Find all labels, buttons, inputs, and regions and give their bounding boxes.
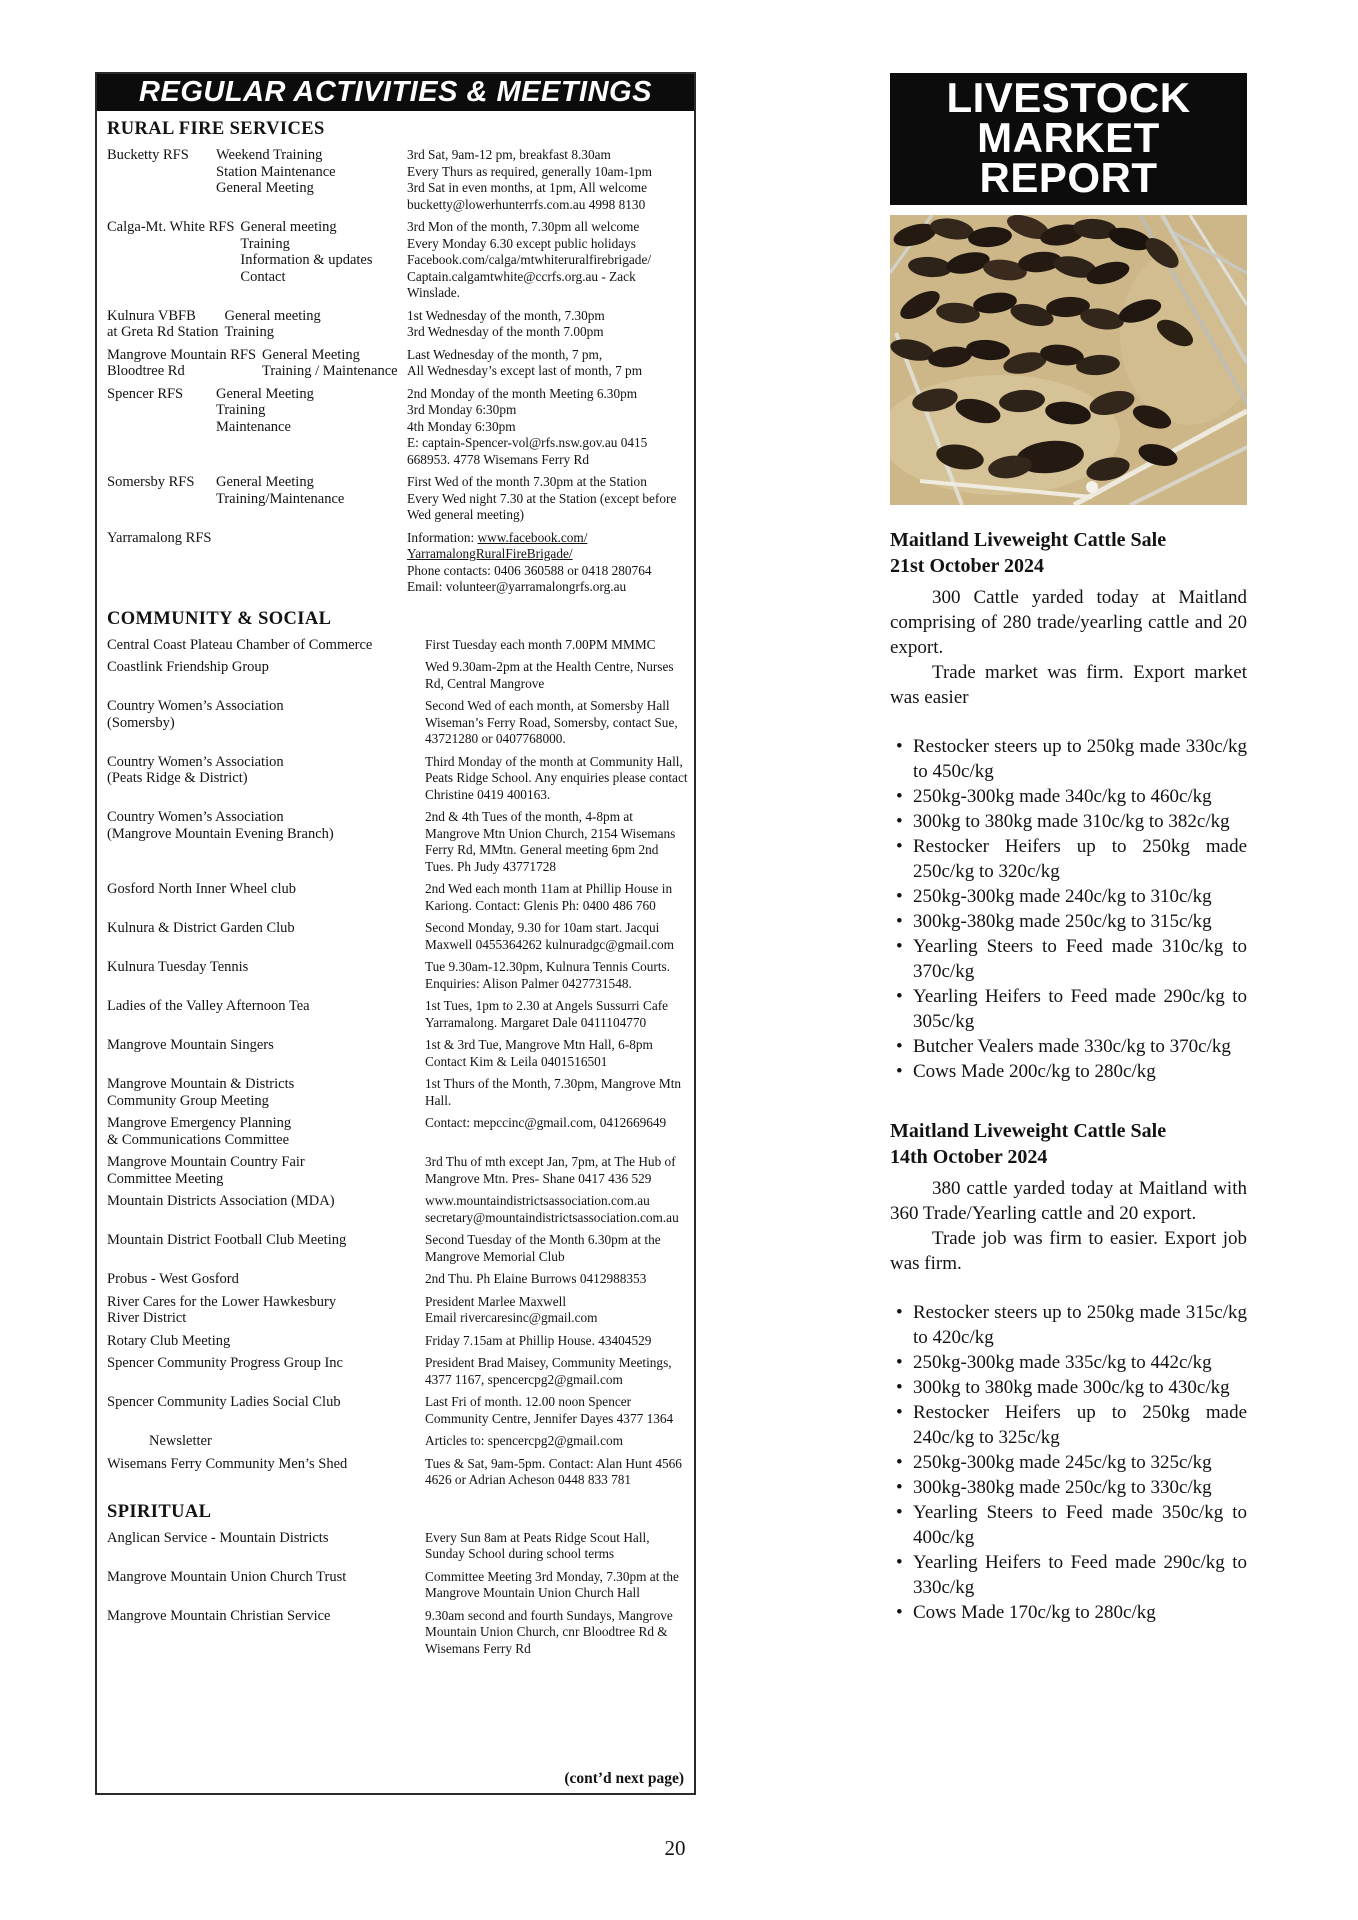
- entry-left-cell: [107, 347, 407, 380]
- entry-row: [107, 1232, 688, 1265]
- entry-left-cell: [107, 1037, 425, 1054]
- entry-name: [107, 1193, 335, 1210]
- entry-details: [425, 1115, 688, 1132]
- entry-left-cell: [107, 881, 425, 898]
- entry-name-line: Bloodtree Rd: [107, 363, 185, 379]
- entry-details: [425, 1355, 688, 1388]
- entry-name-line: Ladies of the Valley Afternoon Tea: [107, 998, 310, 1014]
- entry-name-line: Yarramalong RFS: [107, 529, 212, 546]
- entry-row: [107, 386, 688, 469]
- entry-name: [107, 809, 334, 842]
- entry-detail-line: 3rd Thu of mth except Jan, 7pm, at The Hub of Mangrove Mtn. Pres- Shane 0417 436 529: [425, 1154, 676, 1186]
- price-bullet: • 250kg-300kg made 240c/kg to 310c/kg: [890, 884, 1247, 909]
- entry-name-line: Mountain District Football Club Meeting: [107, 1232, 347, 1248]
- entry-detail-line: 1st Tues, 1pm to 2.30 at Angels Sussurri Cafe Yarramalong. Margaret Dale 0411104770: [425, 998, 669, 1030]
- entry-details: [425, 1530, 688, 1563]
- entry-details: [425, 1569, 688, 1602]
- entry-left-cell: [107, 1433, 425, 1450]
- entry-row: [107, 1193, 688, 1226]
- report-paragraph: Trade market was firm. Export market was easier: [890, 662, 1247, 708]
- entry-name-line: Rotary Club Meeting: [107, 1332, 231, 1349]
- entry-activities: [240, 219, 407, 285]
- price-bullet: • Yearling Heifers to Feed made 290c/kg to 305c/kg: [890, 984, 1247, 1034]
- entry-activity-line: General meeting: [240, 219, 337, 235]
- report-title-line1: Maitland Liveweight Cattle Sale: [890, 529, 1167, 551]
- entry-left-cell: [107, 1355, 425, 1372]
- price-bullet: • Restocker Heifers up to 250kg made 250c/kg to 320c/kg: [890, 834, 1247, 884]
- entry-left-cell: [107, 698, 425, 731]
- price-bullet: • Restocker Heifers up to 250kg made 240c/kg to 325c/kg: [890, 1400, 1247, 1450]
- entry-detail-line: Tues & Sat, 9am-5pm. Contact: Alan Hunt 4566 4626 or Adrian Acheson 0448 833 781: [425, 1455, 682, 1487]
- entry-name: [107, 998, 310, 1015]
- link-text: www.facebook.com/: [477, 529, 588, 545]
- entry-activity-line: General Meeting: [216, 180, 314, 196]
- entry-name-line: Bucketty RFS: [107, 147, 189, 163]
- entry-activity-line: Training/Maintenance: [216, 490, 345, 507]
- entry-left-cell: [107, 959, 425, 976]
- entry-name: [107, 659, 269, 676]
- price-bullet: • 300kg-380kg made 250c/kg to 330c/kg: [890, 1475, 1247, 1500]
- entry-activity-line: Training: [224, 324, 274, 340]
- entry-detail-line: First Wed of the month 7.30pm at the Station: [407, 474, 647, 489]
- entry-detail-line: First Tuesday each month 7.00PM MMMC: [425, 636, 656, 652]
- entry-details: [425, 1433, 688, 1450]
- livestock-title-line2: MARKET REPORT: [977, 114, 1160, 201]
- entry-detail-line: 9.30am second and fourth Sundays, Mangrove Mountain Union Church, cnr Bloodtree Rd & Wisemans Ferry Rd: [425, 1607, 673, 1656]
- entry-name-line: Mangrove Emergency Planning: [107, 1115, 292, 1131]
- section-heading: SPIRITUAL: [107, 1501, 212, 1522]
- entry-row: [107, 920, 688, 953]
- report-title-line1: Maitland Liveweight Cattle Sale: [890, 1120, 1167, 1142]
- entry-left-cell: [107, 1530, 425, 1547]
- entry-name-line: Mangrove Mountain Country Fair: [107, 1154, 305, 1170]
- entry-name-line: Gosford North Inner Wheel club: [107, 881, 296, 897]
- entry-detail-line: 3rd Sat in even months, at 1pm, All welcome: [407, 180, 648, 195]
- report-paragraph: Trade job was firm to easier. Export job was firm.: [890, 1228, 1247, 1274]
- entry-name-line: Committee Meeting: [107, 1170, 224, 1187]
- entry-row: [107, 754, 688, 804]
- entry-row: [107, 1333, 688, 1350]
- entry-details: [425, 1037, 688, 1070]
- section-heading: COMMUNITY & SOCIAL: [107, 608, 332, 629]
- report-title-line2: 21st October 2024: [890, 555, 1045, 577]
- entry-detail-line: www.mountaindistrictsassociation.com.au: [425, 1193, 650, 1208]
- entry-detail-line: 2nd Monday of the month Meeting 6.30pm: [407, 385, 638, 401]
- entry-activity-line: Newsletter: [149, 1433, 212, 1449]
- entry-left-cell: [107, 998, 425, 1015]
- entry-name-line: Somersby RFS: [107, 474, 195, 490]
- entry-left-cell: [107, 1193, 425, 1210]
- entry-row: [107, 308, 688, 341]
- entry-detail-line: secretary@mountaindistrictsassociation.com.au: [425, 1209, 679, 1225]
- entry-left-cell: [107, 1076, 425, 1109]
- entry-name-line: Country Women’s Association: [107, 698, 284, 714]
- entry-name-line: Mangrove Mountain & Districts: [107, 1076, 295, 1092]
- entry-name-line: Mangrove Mountain Singers: [107, 1037, 274, 1053]
- report-title: [890, 1118, 1247, 1170]
- entry-detail-line: Wed 9.30am-2pm at the Health Centre, Nurses Rd, Central Mangrove: [425, 659, 674, 691]
- entry-details: [425, 998, 688, 1031]
- entry-detail-line: Second Tuesday of the Month 6.30pm at the Mangrove Memorial Club: [425, 1232, 661, 1264]
- entry-name-line: Calga-Mt. White RFS: [107, 219, 235, 235]
- entry-name-line: Country Women’s Association: [107, 753, 284, 770]
- entry-left-cell: [107, 1271, 425, 1288]
- entry-activity-line: Weekend Training: [216, 147, 323, 163]
- entry-details: [425, 1456, 688, 1489]
- entry-name: [107, 308, 225, 341]
- entry-left-cell: [107, 219, 407, 285]
- entry-name-line: (Mangrove Mountain Evening Branch): [107, 825, 334, 842]
- entry-name: [107, 1232, 346, 1249]
- entry-left-cell: [107, 659, 425, 676]
- entry-detail-line: 3rd Wednesday of the month 7.00pm: [407, 324, 604, 339]
- entry-detail-line: E: captain-Spencer-vol@rfs.nsw.gov.au 0415 668953. 4778 Wisemans Ferry Rd: [407, 435, 648, 467]
- price-bullet: • 300kg to 380kg made 310c/kg to 382c/kg: [890, 809, 1247, 834]
- entry-detail-line: Tue 9.30am-12.30pm, Kulnura Tennis Courts. Enquiries: Alison Palmer 0427731548.: [425, 959, 671, 991]
- entry-details: [425, 920, 688, 953]
- entry-detail-line: Email: volunteer@yarramalongrfs.org.au: [407, 579, 627, 594]
- entry-left-cell: [107, 1608, 425, 1625]
- entry-name-line: Spencer RFS: [107, 385, 184, 402]
- entry-row: [107, 219, 688, 302]
- entry-row: [107, 637, 688, 654]
- entry-details: [407, 386, 690, 469]
- entry-row: [107, 1608, 688, 1658]
- entry-details: [425, 1333, 688, 1350]
- entry-activity-line: Training: [240, 235, 290, 252]
- entry-name: [107, 1530, 328, 1547]
- entry-details: [425, 637, 688, 654]
- section-heading: RURAL FIRE SERVICES: [107, 119, 325, 139]
- entry-details: [407, 474, 690, 524]
- market-report: [890, 527, 1247, 1084]
- entry-activity-line: General Meeting: [216, 474, 314, 490]
- entry-name: [107, 386, 216, 403]
- entry-detail-line: 2nd & 4th Tues of the month, 4-8pm at Mangrove Mtn Union Church, 2154 Wisemans Ferry Rd, MMtn. General meeting 6pm 2nd Tues. Ph Judy 43771728: [425, 809, 676, 874]
- price-bullet: • Cows Made 170c/kg to 280c/kg: [890, 1600, 1247, 1625]
- entry-detail-line: Friday 7.15am at Phillip House. 43404529: [425, 1332, 652, 1348]
- entry-name-line: Country Women’s Association: [107, 809, 284, 825]
- entry-details: [425, 1394, 688, 1427]
- entry-name-line: Mangrove Mountain Christian Service: [107, 1607, 331, 1624]
- entry-row: [107, 1394, 688, 1427]
- entry-activity-line: Training: [216, 402, 266, 418]
- entry-details: [425, 754, 688, 804]
- entry-name: [107, 530, 217, 547]
- report-bullet-list: [890, 1300, 1247, 1625]
- entry-name-line: Kulnura VBFB: [107, 307, 196, 324]
- page-number: 20: [664, 1836, 686, 1860]
- entry-details: [425, 1294, 688, 1327]
- entry-row: [107, 1456, 688, 1489]
- cattle-photo: [890, 215, 1247, 505]
- entry-detail-line: Last Fri of month. 12.00 noon Spencer Community Centre, Jennifer Dayes 4377 1364: [425, 1394, 674, 1426]
- entry-name-line: Anglican Service - Mountain Districts: [107, 1529, 329, 1546]
- livestock-market-column: [890, 73, 1247, 1625]
- entry-name: [107, 1394, 341, 1411]
- entry-row: [107, 881, 688, 914]
- price-bullet: • 300kg-380kg made 250c/kg to 315c/kg: [890, 909, 1247, 934]
- entry-row: [107, 659, 688, 692]
- entry-detail-line: Every Monday 6.30 except public holidays: [407, 235, 636, 251]
- entry-detail-line: [407, 546, 690, 563]
- entry-left-cell: [107, 1232, 425, 1249]
- entry-left-cell: [107, 530, 407, 547]
- entry-name: [107, 1569, 346, 1586]
- price-bullet: • Yearling Heifers to Feed made 290c/kg to 330c/kg: [890, 1550, 1247, 1600]
- entry-name-line: Wisemans Ferry Community Men’s Shed: [107, 1455, 348, 1472]
- entry-name: [107, 1271, 239, 1288]
- report-paragraph: 380 cattle yarded today at Maitland with 360 Trade/Yearling cattle and 20 export.: [890, 1178, 1247, 1224]
- entry-details: [425, 698, 688, 748]
- entry-detail-line: President Brad Maisey, Community Meetings, 4377 1167, spencercpg2@gmail.com: [425, 1355, 672, 1387]
- entry-detail-line: Phone contacts: 0406 360588 or 0418 280764: [407, 562, 652, 578]
- entry-detail-line: 1st Thurs of the Month, 7.30pm, Mangrove Mtn Hall.: [425, 1076, 682, 1108]
- entry-activity-line: Training / Maintenance: [262, 363, 398, 379]
- livestock-market-title: [890, 73, 1247, 205]
- entry-name-line: Mangrove Mountain Union Church Trust: [107, 1568, 347, 1585]
- entry-detail-line: Contact: mepccinc@gmail.com, 0412669649: [425, 1115, 667, 1130]
- entry-name-line: Spencer Community Ladies Social Club: [107, 1394, 341, 1410]
- entry-name-line: River Cares for the Lower Hawkesbury: [107, 1293, 337, 1310]
- entry-activity-line: Station Maintenance: [216, 163, 336, 180]
- entry-detail-line: Every Sun 8am at Peats Ridge Scout Hall, Sunday School during school terms: [425, 1529, 650, 1561]
- entry-detail-line: Every Wed night 7.30 at the Station (except before Wed general meeting): [407, 490, 677, 522]
- entry-name-line: & Communications Committee: [107, 1131, 290, 1148]
- price-bullet: • 250kg-300kg made 335c/kg to 442c/kg: [890, 1350, 1247, 1375]
- entry-detail-line: 1st & 3rd Tue, Mangrove Mtn Hall, 6-8pm Contact Kim & Leila 0401516501: [425, 1037, 653, 1069]
- livestock-title-line1: LIVESTOCK: [946, 74, 1191, 121]
- entry-name: [107, 754, 284, 787]
- section-spiritual: [107, 1502, 688, 1658]
- price-bullet: • 250kg-300kg made 245c/kg to 325c/kg: [890, 1450, 1247, 1475]
- price-bullet: • 250kg-300kg made 340c/kg to 460c/kg: [890, 784, 1247, 809]
- entry-row: [107, 959, 688, 992]
- entry-details: [425, 959, 688, 992]
- entry-detail-line: 1st Wednesday of the month, 7.30pm: [407, 307, 605, 323]
- entry-name: [107, 1333, 230, 1350]
- entry-left-cell: [107, 754, 425, 787]
- entry-left-cell: [107, 1294, 425, 1327]
- entry-row: [107, 698, 688, 748]
- price-bullet: • Yearling Steers to Feed made 310c/kg to 370c/kg: [890, 934, 1247, 984]
- entry-name: [107, 1076, 294, 1109]
- regular-activities-title: REGULAR ACTIVITIES & MEETINGS: [97, 74, 694, 111]
- entry-name-line: River District: [107, 1310, 187, 1326]
- entry-row: [107, 147, 688, 213]
- link-text: YarramalongRuralFireBrigade/: [407, 546, 573, 561]
- entry-activities: [149, 1433, 212, 1450]
- entry-activities: [225, 308, 407, 341]
- price-bullet: • Yearling Steers to Feed made 350c/kg to 400c/kg: [890, 1500, 1247, 1550]
- entry-name-line: Mountain Districts Association (MDA): [107, 1193, 335, 1209]
- entry-detail-line: All Wednesday’s except last of month, 7 pm: [407, 363, 643, 378]
- entry-details: [425, 881, 688, 914]
- entry-activities: [216, 474, 407, 507]
- entry-row: [107, 1271, 688, 1288]
- entry-detail-line: 4th Monday 6:30pm: [407, 418, 516, 434]
- entry-details: [425, 1271, 688, 1288]
- entry-detail-line: 3rd Mon of the month, 7.30pm all welcome: [407, 219, 640, 234]
- entry-left-cell: [107, 809, 425, 842]
- entry-detail-line: Articles to: spencercpg2@gmail.com: [425, 1433, 623, 1448]
- entry-activities: [262, 347, 407, 380]
- report-title: [890, 527, 1247, 579]
- entry-row: [107, 1037, 688, 1070]
- entry-details: [425, 1232, 688, 1265]
- entry-detail-line: 3rd Sat, 9am-12 pm, breakfast 8.30am: [407, 147, 611, 162]
- market-report: [890, 1118, 1247, 1625]
- entry-name-line: Kulnura Tuesday Tennis: [107, 959, 249, 975]
- entry-detail-line: Captain.calgamtwhite@ccrfs.org.au - Zack Winslade.: [407, 268, 636, 300]
- entry-row: [107, 1433, 688, 1450]
- entry-details: [425, 1154, 688, 1187]
- entry-activities: [216, 386, 407, 436]
- price-bullet: • Cows Made 200c/kg to 280c/kg: [890, 1059, 1247, 1084]
- entry-left-cell: [107, 308, 407, 341]
- price-bullet: • 300kg to 380kg made 300c/kg to 430c/kg: [890, 1375, 1247, 1400]
- entry-row: [107, 998, 688, 1031]
- entry-detail-line: Information: www.facebook.com/: [407, 529, 588, 545]
- entry-row: [107, 347, 688, 380]
- entry-name: [107, 1037, 274, 1054]
- entry-name: [107, 147, 216, 164]
- entry-details: [407, 347, 690, 380]
- entry-detail-line: Committee Meeting 3rd Monday, 7.30pm at the Mangrove Mountain Union Church Hall: [425, 1568, 679, 1600]
- entry-left-cell: [107, 920, 425, 937]
- entry-details: [425, 809, 688, 875]
- entry-detail-line: Every Thurs as required, generally 10am-1pm: [407, 163, 652, 179]
- entry-left-cell: [107, 386, 407, 436]
- entry-name: [107, 698, 284, 731]
- entry-name-line: Coastlink Friendship Group: [107, 659, 269, 675]
- entry-name: [107, 1294, 336, 1327]
- section-community-social: [107, 609, 688, 1489]
- entry-details: [407, 308, 690, 341]
- regular-activities-panel: [95, 72, 696, 1795]
- entry-left-cell: [107, 1569, 425, 1586]
- entry-row: [107, 809, 688, 875]
- entry-name: [107, 347, 262, 380]
- section-rural-fire-services: [107, 119, 688, 596]
- entry-name: [107, 959, 248, 976]
- entry-detail-line: Email rivercaresinc@gmail.com: [425, 1310, 598, 1325]
- entry-activity-line: General meeting: [224, 307, 321, 324]
- entry-detail-line: 2nd Thu. Ph Elaine Burrows 0412988353: [425, 1271, 647, 1286]
- entry-activity-line: General Meeting: [216, 385, 314, 402]
- entry-row: [107, 1154, 688, 1187]
- entry-name: [107, 1115, 291, 1148]
- price-bullet: • Restocker steers up to 250kg made 315c/kg to 420c/kg: [890, 1300, 1247, 1350]
- entry-name: [107, 881, 296, 898]
- entry-row: [107, 1530, 688, 1563]
- entry-detail-line: 2nd Wed each month 11am at Phillip House in Kariong. Contact: Glenis Ph: 0400 486 760: [425, 881, 673, 913]
- entry-left-cell: [107, 1456, 425, 1473]
- entry-details: [425, 659, 688, 692]
- entry-detail-line: Second Monday, 9.30 for 10am start. Jacqui Maxwell 0455364262 kulnuradgc@gmail.com: [425, 920, 674, 952]
- entry-row: [107, 1294, 688, 1327]
- entry-row: [107, 1115, 688, 1148]
- entry-name-line: Kulnura & District Garden Club: [107, 920, 295, 936]
- entry-detail-line: Last Wednesday of the month, 7 pm,: [407, 346, 603, 362]
- price-bullet: • Restocker steers up to 250kg made 330c/kg to 450c/kg: [890, 734, 1247, 784]
- entry-detail-line: President Marlee Maxwell: [425, 1293, 567, 1309]
- entry-detail-line: bucketty@lowerhunterrfs.com.au 4998 8130: [407, 196, 646, 212]
- entry-row: [107, 1355, 688, 1388]
- entry-left-cell: [107, 1154, 425, 1187]
- entry-row: [107, 530, 688, 596]
- entry-detail-line: Facebook.com/calga/mtwhiteruralfirebrigade/: [407, 252, 652, 267]
- entry-name: [107, 1154, 305, 1187]
- entry-left-cell: [107, 637, 425, 654]
- entry-left-cell: [107, 147, 407, 197]
- entry-details: [407, 530, 690, 596]
- entry-detail-line: Second Wed of each month, at Somersby Hall Wiseman’s Ferry Road, Somersby, contact Sue, 43721280 or 0407768000.: [425, 698, 678, 746]
- entry-activities: [216, 147, 407, 197]
- entry-left-cell: [107, 1115, 425, 1148]
- entry-activity-line: Information & updates: [240, 252, 373, 268]
- entry-name-line: Community Group Meeting: [107, 1092, 269, 1109]
- entry-name-line: at Greta Rd Station: [107, 324, 219, 340]
- entry-left-cell: [107, 474, 407, 507]
- entry-activity-line: Contact: [240, 268, 286, 285]
- report-bullet-list: [890, 734, 1247, 1084]
- entry-name: [107, 1355, 343, 1372]
- entry-name-line: Central Coast Plateau Chamber of Commerce: [107, 636, 373, 653]
- entry-left-cell: [107, 1394, 425, 1411]
- entry-name: [107, 1608, 331, 1625]
- entry-details: [407, 147, 690, 213]
- entry-name: [107, 637, 372, 654]
- market-reports: [890, 527, 1247, 1625]
- entry-detail-line: 3rd Monday 6:30pm: [407, 402, 517, 417]
- entry-details: [425, 1193, 688, 1226]
- entry-left-cell: [107, 1333, 425, 1350]
- contd-note: (cont’d next page): [564, 1770, 684, 1787]
- entry-row: [107, 1569, 688, 1602]
- entry-details: [407, 219, 690, 302]
- entry-name-line: (Somersby): [107, 714, 175, 731]
- entry-detail-line: Third Monday of the month at Community Hall, Peats Ridge School. Any enquiries please contact Christine 0419 400163.: [425, 753, 688, 802]
- entry-row: [107, 1076, 688, 1109]
- entry-name-line: Spencer Community Progress Group Inc: [107, 1355, 343, 1371]
- entry-name: [107, 474, 216, 491]
- entry-name-line: Probus - West Gosford: [107, 1271, 239, 1287]
- entry-details: [425, 1076, 688, 1109]
- price-bullet: • Butcher Vealers made 330c/kg to 370c/kg: [890, 1034, 1247, 1059]
- activities-listing: [97, 111, 694, 1657]
- entry-name: [107, 219, 240, 236]
- entry-name-line: (Peats Ridge & District): [107, 770, 248, 786]
- entry-activity-line: Maintenance: [216, 418, 291, 435]
- report-title-line2: 14th October 2024: [890, 1146, 1048, 1168]
- report-paragraph: 300 Cattle yarded today at Maitland comprising of 280 trade/yearling cattle and 20 export.: [890, 587, 1247, 658]
- entry-name: [107, 1456, 347, 1473]
- cattle-photo-image: [890, 215, 1247, 505]
- entry-row: [107, 474, 688, 524]
- entry-name: [107, 920, 295, 937]
- entry-name-line: Mangrove Mountain RFS: [107, 346, 257, 363]
- entry-activity-line: General Meeting: [262, 346, 360, 363]
- entry-details: [425, 1608, 688, 1658]
